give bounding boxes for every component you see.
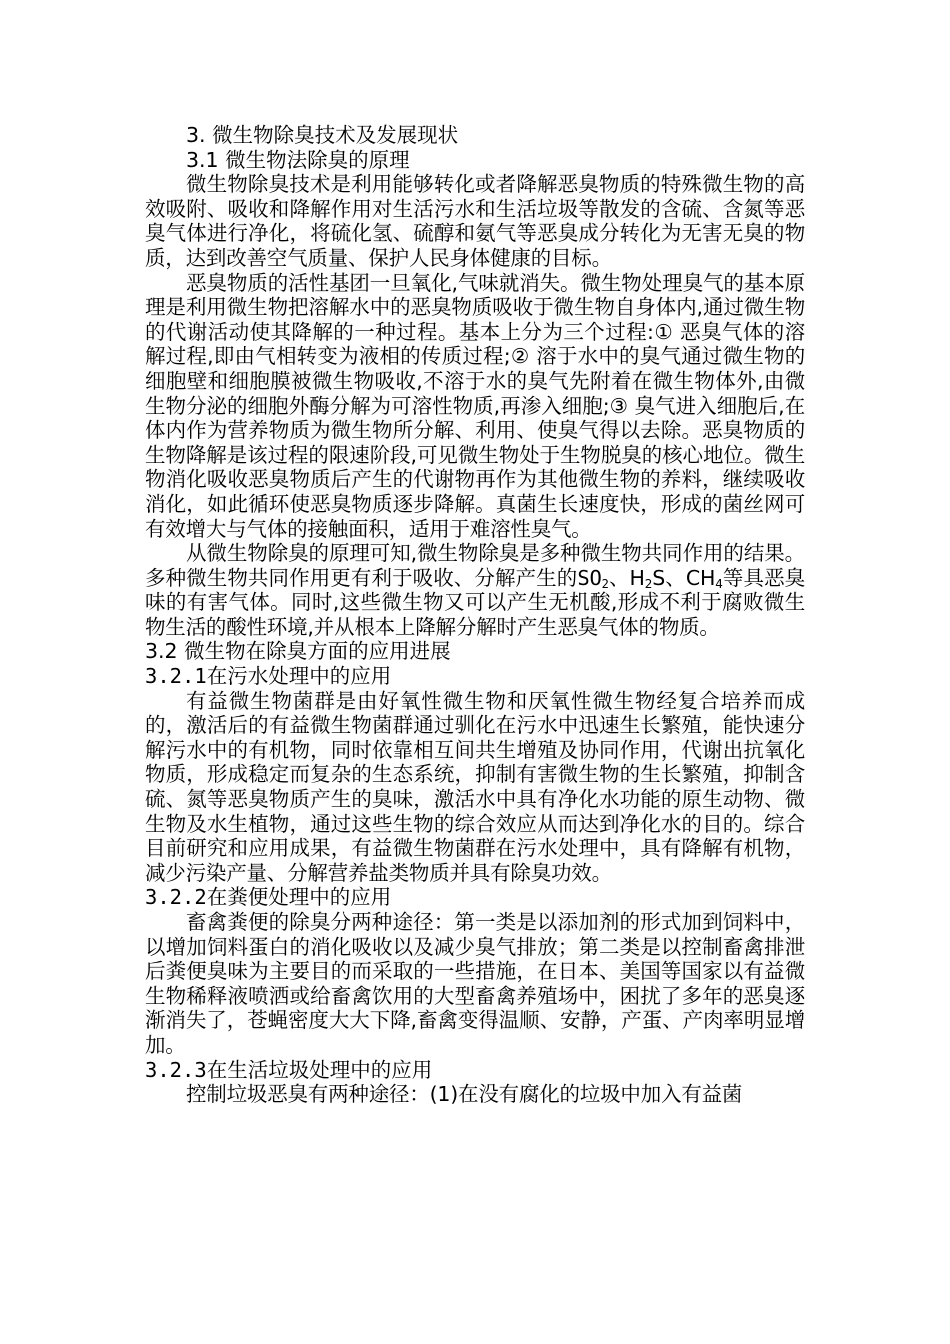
paragraph-sewage: 有益微生物菌群是由好氧性微生物和厌氧性微生物经复合培养而成的，激活后的有益微生物菌群通过驯化在污水中迅速生长繁殖，能快速分解污水中的有机物，同时依靠相互间共生增殖及协同作用，代谢出抗氧化物质，形成稳定而复杂的生态系统，抑制有害微生物的生长繁殖，抑制含硫、氮等恶臭物质产生的臭味，激活水中具有净化水功能的原生动物、微生物及水生植物，通过这些生物的综合效应从而达到净化水的目的。综合目前研究和应用成果，有益微生物菌群在污水处理中，具有降解有机物，减少污染产量、分解营养盐类物质并具有除臭功效。 xyxy=(145,688,805,885)
section-3-2-heading-text: 3.2 微生物在除臭方面的应用进展 xyxy=(145,639,451,664)
section-3-2-3-heading xyxy=(145,1058,805,1083)
paragraph-principle-result-text-1: 从微生物除臭的原理可知,微生物除臭是多种微生物共同作用的结果。多种微生物共同作用更有利于吸收、分解产生的 xyxy=(145,541,805,590)
paragraph-principle-process: 恶臭物质的活性基团一旦氧化,气味就消失。微生物处理臭气的基本原理是利用微生物把溶解水中的恶臭物质吸收于微生物自身体内,通过微生物的代谢活动使其降解的一种过程。基本上分为三个过程:① 恶臭气体的溶解过程,即由气相转变为液相的传质过程;② 溶于水中的臭气通过微生物的细胞壁和细胞膜被微生物吸收,不溶于水的臭气先附着在微生物体外,由微生物分泌的细胞外酶分解为可溶性物质,再渗入细胞;③ 臭气进入细胞后,在体内作为营养物质为微生物所分解、利用、使臭气得以去除。恶臭物质的生物降解是该过程的限速阶段,可见微生物处于生物脱臭的核心地位。微生物消化吸收恶臭物质后产生的代谢物再作为其他微生物的养料，继续吸收消化，如此循环使恶臭物质逐步降解。真菌生长速度快，形成的菌丝网可有效增大与气体的接触面积，适用于难溶性臭气。 xyxy=(145,270,805,541)
paragraph-manure: 畜禽粪便的除臭分两种途径：第一类是以添加剂的形式加到饲料中，以增加饲料蛋白的消化吸收以及减少臭气排放；第二类是以控制畜禽排泄后粪便臭味为主要目的而采取的一些措施，在日本、美国等国家以有益微生物稀释液喷洒或给畜禽饮用的大型畜禽养殖场中，困扰了多年的恶臭逐渐消失了，苍蝇密度大大下降,畜禽变得温顺、安静，产蛋、产肉率明显增加。 xyxy=(145,910,805,1057)
section-3-heading xyxy=(145,123,805,148)
formula-ch4-sub: 4 xyxy=(715,576,723,591)
section-3-2-1-heading xyxy=(145,664,805,689)
section-3-2-1-title: 在污水处理中的应用 xyxy=(206,664,392,689)
formula-so2-base: SO xyxy=(577,565,602,590)
paragraph-garbage: 控制垃圾恶臭有两种途径：(1)在没有腐化的垃圾中加入有益菌 xyxy=(186,1082,743,1107)
section-3-1-heading-text: 3.1 微生物法除臭的原理 xyxy=(186,147,410,172)
section-3-2-1-number: 3.2.1 xyxy=(145,664,207,689)
formula-h2s-ch4: S、CH xyxy=(652,565,716,590)
section-3-2-3-number: 3.2.3 xyxy=(145,1057,207,1082)
paragraph-principle-result xyxy=(145,541,805,639)
section-3-2-heading xyxy=(145,639,805,664)
formula-so2-sub: 2 xyxy=(601,576,609,591)
section-3-heading-text: 3. 微生物除臭技术及发展现状 xyxy=(186,123,459,147)
formula-so2 xyxy=(577,566,608,590)
formula-h2s-prefix: 、H xyxy=(608,565,645,590)
section-3-1-heading xyxy=(145,148,805,173)
paragraph-principle-intro: 微生物除臭技术是利用能够转化或者降解恶臭物质的特殊微生物的高效吸附、吸收和降解作用对生活污水和生活垃圾等散发的含硫、含氮等恶臭气体进行净化，将硫化氢、硫醇和氨气等恶臭成分转化为无害无臭的物质，达到改善空气质量、保护人民身体健康的目标。 xyxy=(145,172,805,270)
section-3-2-2-number: 3.2.2 xyxy=(145,885,207,910)
section-3-2-2-title: 在粪便处理中的应用 xyxy=(206,885,392,910)
section-3-2-3-title: 在生活垃圾处理中的应用 xyxy=(206,1057,433,1082)
formula-h2s-sub: 2 xyxy=(644,576,653,591)
paragraph-principle-result-text-2: 等具恶臭味的有害气体。同时,这些微生物又可以产生无机酸,形成不利于腐败微生物生活的酸性环境,并从根本上降解分解时产生恶臭气体的物质。 xyxy=(145,565,805,639)
section-3-2-2-heading xyxy=(145,885,805,910)
document-body xyxy=(145,123,805,1107)
